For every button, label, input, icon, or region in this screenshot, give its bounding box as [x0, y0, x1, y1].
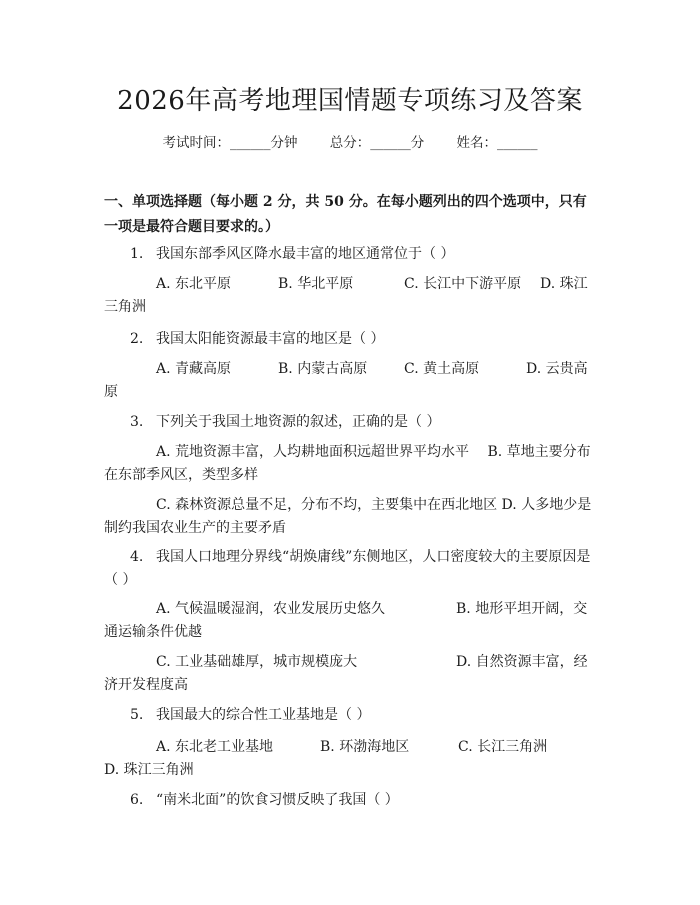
question-2-options — [104, 358, 598, 404]
page-title: 2026年高考地理国情题专项练习及答案 — [117, 86, 583, 116]
exam-meta — [0, 131, 700, 151]
question-number: 2. — [130, 331, 144, 347]
question-number: 1. — [130, 246, 144, 262]
option-b: B. 华北平原 — [278, 276, 354, 292]
section-heading: 一、单项选择题（每小题 2 分，共 50 分。在每小题列出的四个选项中，只有一项是最符合题目要求的。） — [104, 194, 587, 235]
option-ab-continued: 在东部季风区，类型多样 — [104, 467, 258, 483]
option-a: A. 东北老工业基地 — [156, 739, 274, 755]
question-6 — [104, 789, 598, 812]
question-2 — [104, 328, 598, 351]
question-5 — [104, 704, 598, 727]
student-name: 姓名：______ — [456, 135, 538, 151]
exam-time: 考试时间：______分钟 — [162, 135, 298, 151]
question-3-options-cd — [104, 494, 598, 540]
option-d: D. 珠江三角洲 — [104, 762, 194, 778]
question-4 — [104, 546, 598, 592]
option-d-continued: 济开发程度高 — [104, 677, 188, 693]
option-c: C. 长江三角洲 — [458, 739, 548, 755]
question-stem: 我国人口地理分界线“胡焕庸线”东侧地区，人口密度较大的主要原因是 — [156, 549, 591, 565]
question-5-options — [104, 736, 598, 782]
option-c: C. 工业基础雄厚，城市规模庞大 — [156, 654, 358, 670]
option-a: A. 气候温暖湿润，农业发展历史悠久 — [156, 601, 386, 617]
question-stem: 我国太阳能资源最丰富的地区是（ ） — [156, 331, 385, 347]
question-stem: 下列关于我国土地资源的叙述，正确的是（ ） — [156, 414, 441, 430]
question-1 — [104, 243, 598, 266]
option-a: A. 青藏高原 — [156, 361, 232, 377]
question-number: 4. — [130, 549, 144, 565]
option-d-continued: 原 — [104, 384, 118, 400]
question-number: 3. — [130, 414, 144, 430]
option-d: D. 自然资源丰富，经 — [456, 654, 588, 670]
question-stem: 我国东部季风区降水最丰富的地区通常位于（ ） — [156, 246, 455, 262]
option-ab-line: A. 荒地资源丰富，人均耕地面积远超世界平均水平 B. 草地主要分布 — [156, 444, 591, 460]
option-d-continued: 三角洲 — [104, 299, 146, 315]
total-score: 总分：______分 — [329, 135, 425, 151]
question-number: 5. — [130, 707, 144, 723]
question-stem: “南米北面”的饮食习惯反映了我国（ ） — [156, 792, 399, 808]
option-d: D. 珠江 — [540, 276, 588, 292]
option-b: B. 内蒙古高原 — [278, 361, 368, 377]
option-b: B. 地形平坦开阔，交 — [456, 601, 588, 617]
option-c: C. 长江中下游平原 — [404, 276, 522, 292]
question-3-options-ab — [104, 441, 598, 487]
option-b: B. 环渤海地区 — [320, 739, 410, 755]
question-3 — [104, 411, 598, 434]
question-1-options — [104, 273, 598, 319]
question-number: 6. — [130, 792, 144, 808]
option-b-continued: 通运输条件优越 — [104, 624, 202, 640]
option-a: A. 东北平原 — [156, 276, 232, 292]
question-4-options-cd — [104, 651, 598, 697]
option-d: D. 云贵高 — [526, 361, 588, 377]
question-stem: 我国最大的综合性工业基地是（ ） — [156, 707, 371, 723]
option-c: C. 黄土高原 — [404, 361, 480, 377]
option-cd-continued: 制约我国农业生产的主要矛盾 — [104, 520, 286, 536]
question-4-options-ab — [104, 598, 598, 644]
option-cd-line: C. 森林资源总量不足，分布不均，主要集中在西北地区 D. 人多地少是 — [156, 497, 592, 513]
question-stem-continued: （ ） — [104, 572, 137, 588]
